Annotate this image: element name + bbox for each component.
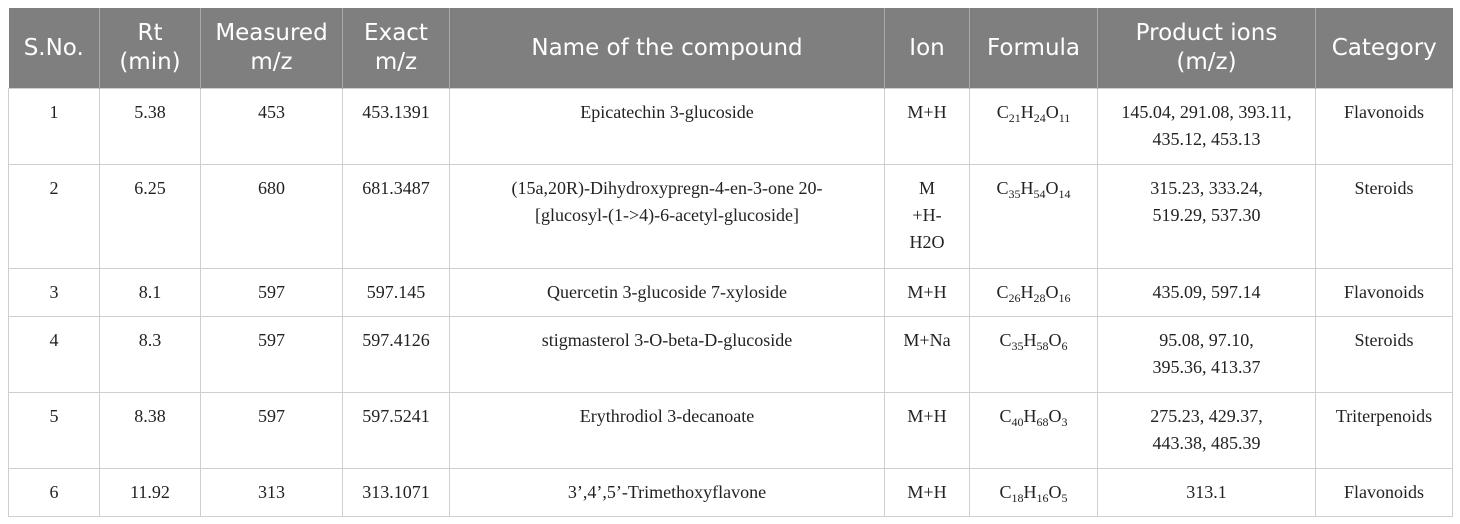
table-row	[9, 393, 1453, 469]
cell-rt: 6.25	[100, 165, 201, 269]
header-product-ions: Product ions (m/z)	[1098, 8, 1316, 89]
cell-product-ions: 313.1	[1098, 469, 1316, 517]
cell-sno: 4	[9, 317, 100, 393]
cell-category: Steroids	[1316, 317, 1453, 393]
cell-ion: M+H	[885, 393, 970, 469]
cell-compound-name: Epicatechin 3-glucoside	[450, 89, 885, 165]
cell-measured-mz: 597	[201, 393, 343, 469]
header-sno: S.No.	[9, 8, 100, 89]
cell-category: Flavonoids	[1316, 269, 1453, 317]
cell-formula: $C_{35}H_{54}O_{14}$	[970, 165, 1098, 269]
cell-compound-name: (15a,20R)-Dihydroxypregn-4-en-3-one 20- [glucosyl-(1->4)-6-acetyl-glucoside]	[450, 165, 885, 269]
cell-rt: 5.38	[100, 89, 201, 165]
cell-sno: 2	[9, 165, 100, 269]
cell-ion: M +H- H2O	[885, 165, 970, 269]
cell-formula: $C_{26}H_{28}O_{16}$	[970, 269, 1098, 317]
cell-rt: 8.38	[100, 393, 201, 469]
cell-exact-mz: 597.145	[343, 269, 450, 317]
header-formula: Formula	[970, 8, 1098, 89]
cell-measured-mz: 313	[201, 469, 343, 517]
cell-exact-mz: 597.4126	[343, 317, 450, 393]
cell-product-ions: 435.09, 597.14	[1098, 269, 1316, 317]
cell-rt: 11.92	[100, 469, 201, 517]
cell-product-ions: 95.08, 97.10, 395.36, 413.37	[1098, 317, 1316, 393]
compound-table	[8, 8, 1453, 517]
header-row	[9, 8, 1453, 89]
cell-formula: $C_{21}H_{24}O_{11}$	[970, 89, 1098, 165]
cell-compound-name: Quercetin 3-glucoside 7-xyloside	[450, 269, 885, 317]
header-category: Category	[1316, 8, 1453, 89]
cell-category: Flavonoids	[1316, 89, 1453, 165]
header-measured-mz: Measured m/z	[201, 8, 343, 89]
cell-rt: 8.3	[100, 317, 201, 393]
cell-rt: 8.1	[100, 269, 201, 317]
cell-measured-mz: 597	[201, 317, 343, 393]
table-row	[9, 317, 1453, 393]
cell-exact-mz: 597.5241	[343, 393, 450, 469]
header-rt: Rt (min)	[100, 8, 201, 89]
header-ion: Ion	[885, 8, 970, 89]
cell-measured-mz: 453	[201, 89, 343, 165]
cell-product-ions: 275.23, 429.37, 443.38, 485.39	[1098, 393, 1316, 469]
cell-category: Triterpenoids	[1316, 393, 1453, 469]
cell-sno: 3	[9, 269, 100, 317]
table-row	[9, 469, 1453, 517]
cell-sno: 1	[9, 89, 100, 165]
table-row	[9, 165, 1453, 269]
cell-formula: $C_{40}H_{68}O_3$	[970, 393, 1098, 469]
cell-measured-mz: 680	[201, 165, 343, 269]
cell-formula: $C_{18}H_{16}O_5$	[970, 469, 1098, 517]
cell-product-ions: 145.04, 291.08, 393.11, 435.12, 453.13	[1098, 89, 1316, 165]
table-row	[9, 89, 1453, 165]
cell-ion: M+H	[885, 89, 970, 165]
cell-exact-mz: 313.1071	[343, 469, 450, 517]
cell-sno: 6	[9, 469, 100, 517]
table-row	[9, 269, 1453, 317]
cell-category: Steroids	[1316, 165, 1453, 269]
cell-ion: M+Na	[885, 317, 970, 393]
cell-compound-name: stigmasterol 3-O-beta-D-glucoside	[450, 317, 885, 393]
cell-compound-name: Erythrodiol 3-decanoate	[450, 393, 885, 469]
cell-exact-mz: 453.1391	[343, 89, 450, 165]
cell-exact-mz: 681.3487	[343, 165, 450, 269]
cell-compound-name: 3’,4’,5’-Trimethoxyflavone	[450, 469, 885, 517]
cell-category: Flavonoids	[1316, 469, 1453, 517]
cell-sno: 5	[9, 393, 100, 469]
cell-measured-mz: 597	[201, 269, 343, 317]
cell-formula: $C_{35}H_{58}O_6$	[970, 317, 1098, 393]
cell-ion: M+H	[885, 469, 970, 517]
cell-product-ions: 315.23, 333.24, 519.29, 537.30	[1098, 165, 1316, 269]
header-exact-mz: Exact m/z	[343, 8, 450, 89]
cell-ion: M+H	[885, 269, 970, 317]
compound-table-container	[8, 8, 1452, 517]
header-compound-name: Name of the compound	[450, 8, 885, 89]
